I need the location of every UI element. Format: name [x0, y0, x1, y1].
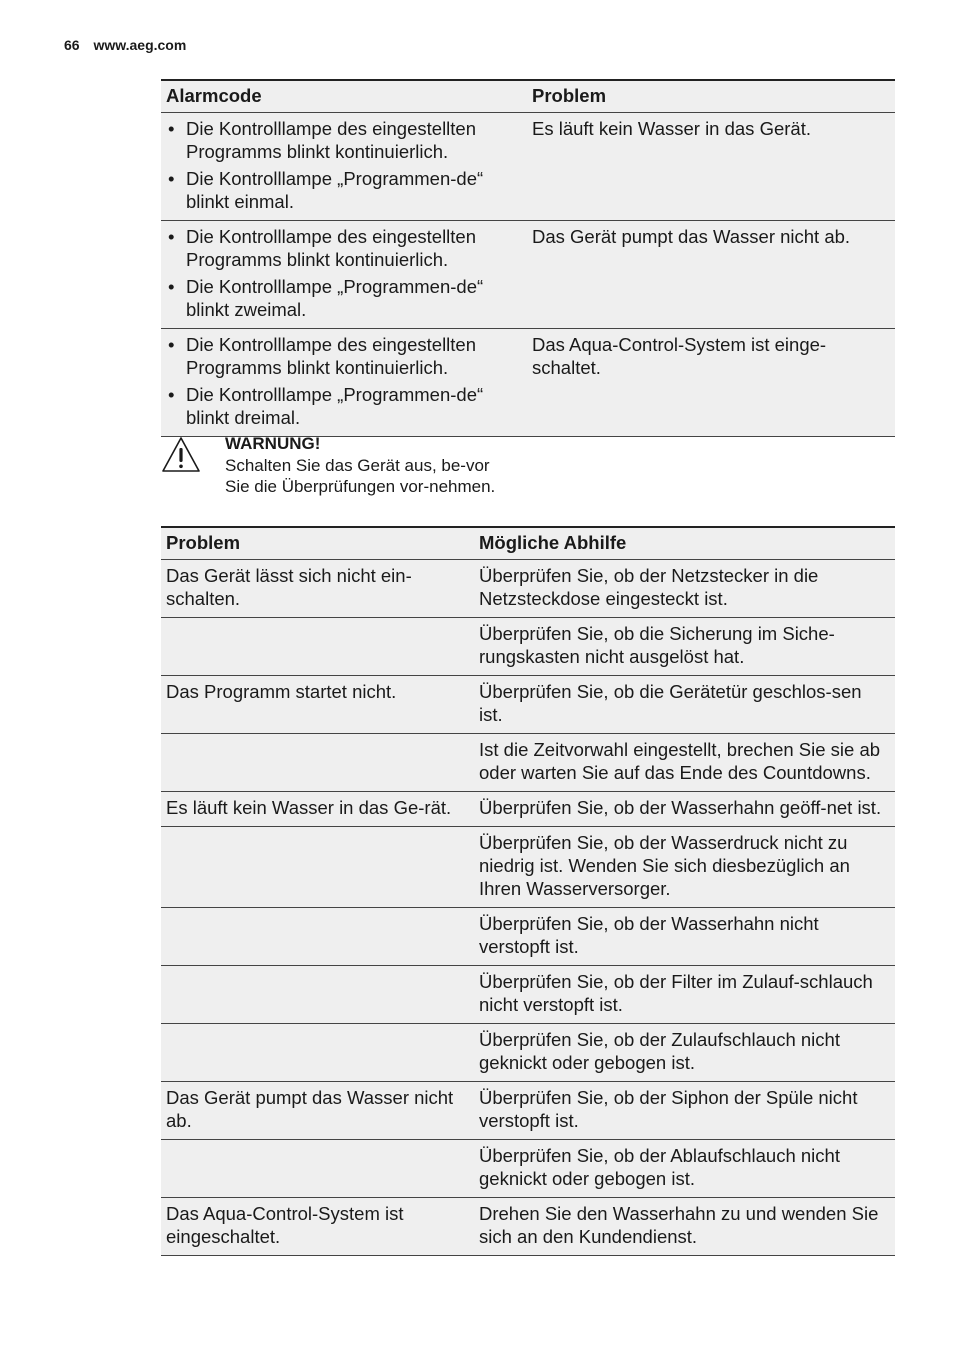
remedy-cell: Überprüfen Sie, ob der Filter im Zulauf-schlauch nicht verstopft ist.: [474, 966, 895, 1024]
list-item: • Die Kontrolllampe des eingestellten Programms blinkt kontinuierlich.: [166, 333, 522, 379]
problem-cell: [161, 827, 474, 908]
problem-cell: [161, 966, 474, 1024]
problem-cell: [161, 1024, 474, 1082]
table-row: [161, 1082, 895, 1140]
warning-box: [161, 433, 521, 519]
remedy-cell: Überprüfen Sie, ob der Netzstecker in die Netzsteckdose eingesteckt ist.: [474, 560, 895, 618]
table-row: [161, 966, 895, 1024]
list-item: • Die Kontrolllampe des eingestellten Programms blinkt kontinuierlich.: [166, 117, 522, 163]
website-url: www.aeg.com: [93, 37, 187, 53]
table-row: [161, 792, 895, 827]
table-row: [161, 734, 895, 792]
table-row: [161, 1140, 895, 1198]
remedy-cell: Überprüfen Sie, ob die Sicherung im Siche-rungskasten nicht ausgelöst hat.: [474, 618, 895, 676]
problem-cell: Das Gerät lässt sich nicht ein-schalten.: [161, 560, 474, 618]
table-row: [161, 676, 895, 734]
problem-cell: Das Gerät pumpt das Wasser nicht ab.: [527, 221, 895, 329]
problem-cell: Es läuft kein Wasser in das Ge-rät.: [161, 792, 474, 827]
alarm-code-cell: [161, 329, 527, 437]
alarm-code-list: [166, 117, 522, 213]
troubleshooting-table: [161, 526, 895, 1256]
problem-cell: [161, 1140, 474, 1198]
table-row: [161, 221, 895, 329]
remedy-cell: Überprüfen Sie, ob die Gerätetür geschlos-sen ist.: [474, 676, 895, 734]
table-row: [161, 113, 895, 221]
warning-title: WARNUNG!: [225, 434, 321, 453]
column-header-alarmcode: Alarmcode: [161, 80, 527, 113]
alarm-code-cell: [161, 113, 527, 221]
alarm-code-list: [166, 225, 522, 321]
remedy-cell: Überprüfen Sie, ob der Siphon der Spüle nicht verstopft ist.: [474, 1082, 895, 1140]
remedy-cell: Überprüfen Sie, ob der Wasserdruck nicht zu niedrig ist. Wenden Sie sich diesbezüglich an Ihren Wasserversorger.: [474, 827, 895, 908]
list-item: • Die Kontrolllampe „Programmen-de“ blinkt dreimal.: [166, 383, 522, 429]
remedy-cell: Überprüfen Sie, ob der Zulaufschlauch nicht geknickt oder gebogen ist.: [474, 1024, 895, 1082]
table-header-row: [161, 527, 895, 560]
table-row: [161, 560, 895, 618]
alarm-code-cell: [161, 221, 527, 329]
alarm-code-list: [166, 333, 522, 429]
remedy-cell: Drehen Sie den Wasserhahn zu und wenden Sie sich an den Kundendienst.: [474, 1198, 895, 1256]
problem-cell: Das Aqua-Control-System ist eingeschaltet.: [161, 1198, 474, 1256]
problem-cell: Das Aqua-Control-System ist einge-schaltet.: [527, 329, 895, 437]
list-item: • Die Kontrolllampe „Programmen-de“ blinkt einmal.: [166, 167, 522, 213]
remedy-cell: Überprüfen Sie, ob der Wasserhahn geöff-net ist.: [474, 792, 895, 827]
problem-cell: [161, 618, 474, 676]
column-header-problem: Problem: [161, 527, 474, 560]
table-row: [161, 329, 895, 437]
warning-message: Schalten Sie das Gerät aus, be-vor Sie die Überprüfungen vor-nehmen.: [225, 455, 496, 496]
warning-triangle-icon: [161, 436, 201, 474]
remedy-cell: Überprüfen Sie, ob der Wasserhahn nicht verstopft ist.: [474, 908, 895, 966]
problem-cell: Das Programm startet nicht.: [161, 676, 474, 734]
problem-cell: Das Gerät pumpt das Wasser nicht ab.: [161, 1082, 474, 1140]
table-row: [161, 827, 895, 908]
page-header: [64, 37, 186, 53]
table-row: [161, 908, 895, 966]
table-row: [161, 1198, 895, 1256]
page-number: 66: [64, 37, 80, 53]
problem-cell: [161, 734, 474, 792]
table-header-row: [161, 80, 895, 113]
alarm-code-table: [161, 79, 895, 437]
list-item: • Die Kontrolllampe des eingestellten Programms blinkt kontinuierlich.: [166, 225, 522, 271]
column-header-problem: Problem: [527, 80, 895, 113]
table-row: [161, 1024, 895, 1082]
column-header-remedy: Mögliche Abhilfe: [474, 527, 895, 560]
problem-cell: [161, 908, 474, 966]
problem-cell: Es läuft kein Wasser in das Gerät.: [527, 113, 895, 221]
list-item: • Die Kontrolllampe „Programmen-de“ blinkt zweimal.: [166, 275, 522, 321]
table-row: [161, 618, 895, 676]
warning-text: [225, 433, 515, 498]
remedy-cell: Überprüfen Sie, ob der Ablaufschlauch nicht geknickt oder gebogen ist.: [474, 1140, 895, 1198]
remedy-cell: Ist die Zeitvorwahl eingestellt, brechen Sie sie ab oder warten Sie auf das Ende des Countdowns.: [474, 734, 895, 792]
